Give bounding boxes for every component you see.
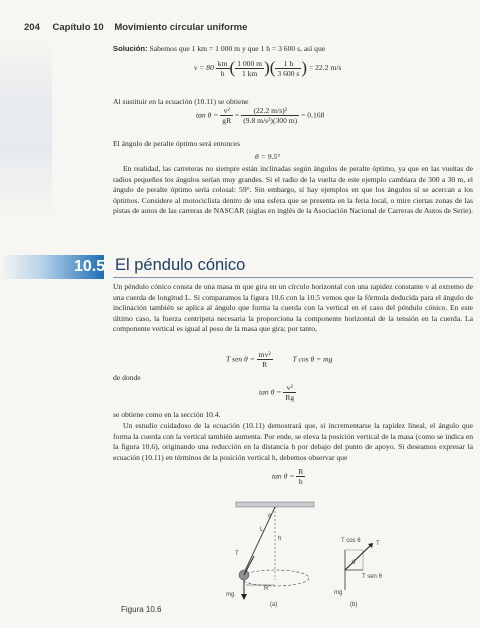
page-number: 204 bbox=[24, 22, 40, 33]
chapter-label: Capítulo 10 bbox=[52, 22, 104, 33]
paragraph: de donde bbox=[113, 373, 141, 382]
fig-label-theta: θ bbox=[268, 514, 272, 520]
section-number: 10.5 bbox=[74, 258, 106, 275]
equation-theta: θ = 9.5° bbox=[255, 152, 281, 161]
fig-label-tsen: T sen θ bbox=[362, 574, 382, 580]
fig-label-mg-b: mg bbox=[334, 590, 343, 596]
solution-intro: Solución: Sabemos que 1 km = 1 000 m y que 1 h = 3 600 s, así que bbox=[113, 44, 326, 53]
equation-tan-result: tan θ = $\frac{\text{v²}}{Rg}$ bbox=[259, 383, 295, 402]
section-title: El péndulo cónico bbox=[115, 256, 246, 274]
paragraph: se obtiene como en la sección 10.4. bbox=[113, 410, 221, 419]
figure-panel-a bbox=[236, 502, 314, 600]
fig-label-T: T bbox=[235, 551, 239, 557]
equation-components: T sen θ = $\frac{\text{mv²}}{R}$ T cos θ = mg bbox=[226, 350, 333, 369]
fig-label-a: (a) bbox=[270, 602, 278, 608]
fig-label-T-b: T bbox=[376, 541, 380, 547]
paragraph: En realidad, las carreteras no siempre están inclinadas según ángulos de peralte óptimo, ya que en las vueltas de radios pequeños los ángulos serían muy grandes. Si el radio de la vuelta de este ejemplo cambiara de 300 a 30 m, el ángulo de peralte óptimo sería colosal: 59°. Sin embargo, sí hay ejemplos en que los ángulos sí se acercan a los óptimos. Considere al motociclista dentro de una esfera que se presenta en la feria local, o mire ciertas zonas de las pistas de autos de las carreras de NASCAR (siglas en inglés de la Asociación Nacional de Carreras de Autos de Serie). bbox=[113, 164, 473, 216]
fig-label-mg: mg bbox=[226, 592, 235, 598]
equation-tan-h: tan θ = $\frac{R}{h}$ bbox=[272, 467, 304, 486]
equation-speed: v = 80 $\frac{km}{h}$ ( $\frac{1 000 m}{1 km}$ )( $\frac{1 h}{3 600 s}$ ) = 22.2 m/s bbox=[194, 58, 342, 78]
fig-label-tcos: T cos θ bbox=[341, 538, 361, 544]
paragraph: Un estudio cuidadoso de la ecuación (10.11) demostrará que, si incrementarse la rapidez lineal, el ángulo que forma la cuerda con la vertical también aumenta. Por ende, se eleva la posición vertical de la masa (como se indica en la figura 10.6), originando una reducción en la distancia h por debajo del punto de apoyo. Si deseamos expresar la ecuación (10.11) en términos de la posición vertical h, debemos observar que bbox=[113, 421, 473, 462]
fig-label-R: R bbox=[264, 586, 269, 592]
figure-caption: Figura 10.6 bbox=[121, 605, 162, 614]
chapter-title: Movimiento circular uniforme bbox=[114, 22, 248, 33]
paragraph: El ángulo de peralte óptimo será entonces bbox=[113, 139, 240, 148]
equation-tan: tan θ = $\frac{\text{v²}}{gR}$ = $\frac{\text{(22.2 m/s)²}}{\text{(9.8 m/s²)(300 m)}}$ = 0.168 bbox=[196, 106, 325, 125]
solution-label: Solución: bbox=[113, 44, 148, 53]
paragraph: Un péndulo cónico consta de una masa m que gira en un círculo horizontal con una rapidez constante v al extremo de una cuerda de longitud L. Si comparamos la figura 10.6 con la 10.5 vemos que la fórmula deducida para el ángulo de inclinación también se aplica al ángulo que forma la cuerda con la vertical en el caso del péndulo cónico. En este último caso, la fuerza centrípeta necesaria la proporciona la componente horizontal de la tensión en la cuerda. La componente vertical es igual al peso de la masa que gira; por tanto, bbox=[113, 282, 473, 334]
figure-panel-b bbox=[345, 543, 373, 590]
paragraph: Al sustituir en la ecuación (10.11) se obtiene bbox=[113, 97, 249, 106]
fig-label-h: h bbox=[278, 536, 282, 542]
fig-label-b: (b) bbox=[350, 602, 358, 608]
fig-label-L: L bbox=[260, 527, 264, 533]
fig-label-theta-b: θ bbox=[352, 560, 356, 566]
